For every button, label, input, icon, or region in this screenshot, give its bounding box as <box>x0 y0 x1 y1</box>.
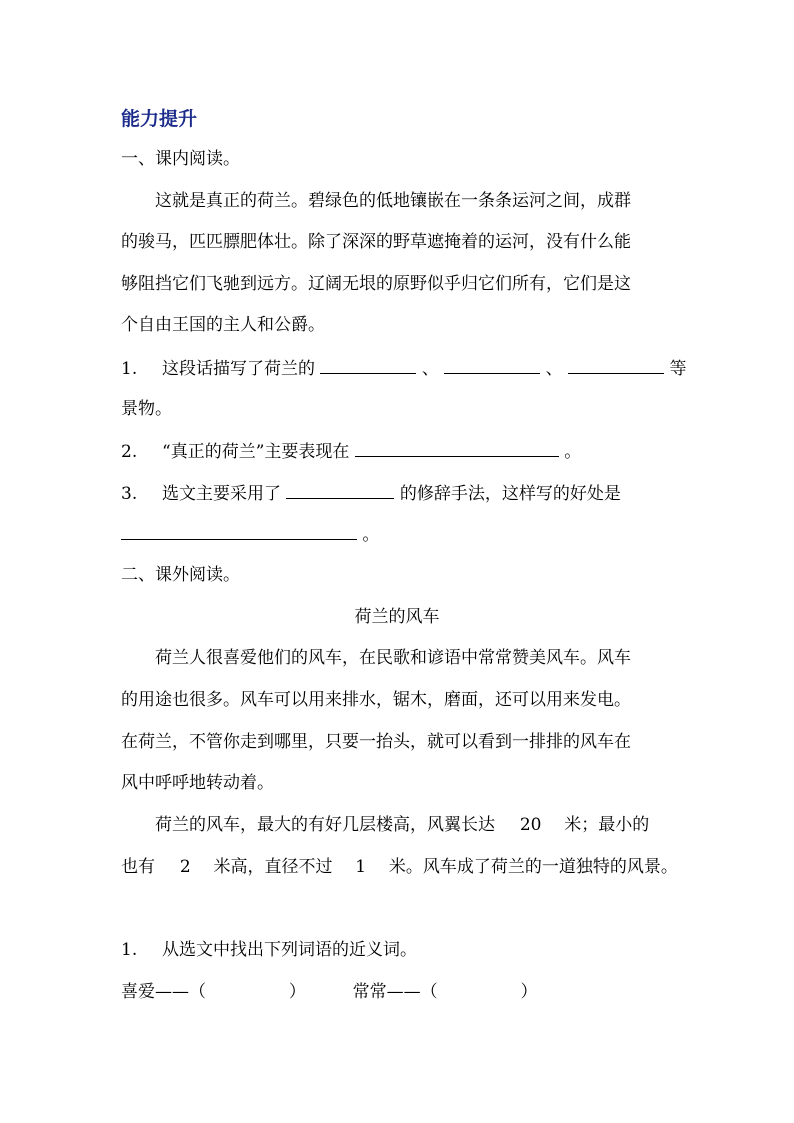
synonym-close: ） <box>288 982 306 1002</box>
question-number: 1. <box>121 940 138 960</box>
article-line-4: 风中呼呼地转动着。 <box>121 773 274 793</box>
question-tail: 。 <box>362 525 380 545</box>
question-text: 选文主要采用了 <box>162 484 282 504</box>
question-1-continued: 景物。 <box>121 399 172 419</box>
answer-blank[interactable] <box>121 521 357 540</box>
answer-blank[interactable] <box>286 480 394 499</box>
synonym-word: 喜爱——（ <box>121 982 206 1002</box>
answer-blank[interactable] <box>320 355 416 374</box>
question-1 <box>121 355 686 381</box>
article-line-5 <box>155 813 649 837</box>
separator: 、 <box>545 359 563 379</box>
article-number: 2 <box>179 857 191 877</box>
article-line-6 <box>121 855 678 879</box>
question-number: 3. <box>121 484 138 504</box>
synonym-row <box>121 980 537 1004</box>
article-line-1: 荷兰人很喜爱他们的风车，在民歌和谚语中常常赞美风车。风车 <box>155 648 631 668</box>
page-title: 能力提升 <box>121 108 198 130</box>
article-line-3: 在荷兰，不管你走到哪里，只要一抬头，就可以看到一排排的风车在 <box>121 732 631 752</box>
question-tail: 。 <box>564 442 582 462</box>
article-text: 米；最小的 <box>564 815 650 835</box>
passage-line-3: 够阻挡它们飞驰到远方。辽阔无垠的原野似乎归它们所有，它们是这 <box>121 274 631 294</box>
article-number: 20 <box>519 815 542 835</box>
question-number: 1. <box>121 359 138 379</box>
question-text-mid: 的修辞手法，这样写的好处是 <box>399 484 621 504</box>
section1-heading: 一、课内阅读。 <box>121 149 240 169</box>
question-3-continued <box>121 521 379 547</box>
question-3 <box>121 480 621 506</box>
question-tail: 等 <box>669 359 687 379</box>
question-number: 2. <box>121 442 138 462</box>
article-text: 米高，直径不过 <box>213 857 333 877</box>
question-text: “真正的荷兰”主要表现在 <box>162 442 350 462</box>
passage-line-1: 这就是真正的荷兰。碧绿色的低地镶嵌在一条条运河之间，成群 <box>155 191 631 211</box>
answer-blank[interactable] <box>444 355 540 374</box>
question-text: 这段话描写了荷兰的 <box>162 359 316 379</box>
passage-line-2: 的骏马，匹匹膘肥体壮。除了深深的野草遮掩着的运河，没有什么能 <box>121 232 631 252</box>
answer-blank[interactable] <box>568 355 664 374</box>
answer-blank[interactable] <box>355 438 559 457</box>
synonym-word: 常常——（ <box>352 982 438 1002</box>
passage-line-4: 个自由王国的主人和公爵。 <box>121 315 325 335</box>
separator: 、 <box>421 359 439 379</box>
question-s2-1 <box>121 938 417 962</box>
article-title: 荷兰的风车 <box>354 607 440 627</box>
article-text: 也有 <box>121 857 155 877</box>
article-text: 荷兰的风车，最大的有好几层楼高，风翼长达 <box>155 815 495 835</box>
question-text: 从选文中找出下列词语的近义词。 <box>162 940 418 960</box>
question-2 <box>121 438 581 464</box>
article-text: 米。风车成了荷兰的一道独特的风景。 <box>388 857 678 877</box>
section2-heading: 二、课外阅读。 <box>121 565 240 585</box>
article-line-2: 的用途也很多。风车可以用来排水，锯木，磨面，还可以用来发电。 <box>121 690 631 710</box>
article-number: 1 <box>355 857 367 877</box>
synonym-close: ） <box>520 982 538 1002</box>
